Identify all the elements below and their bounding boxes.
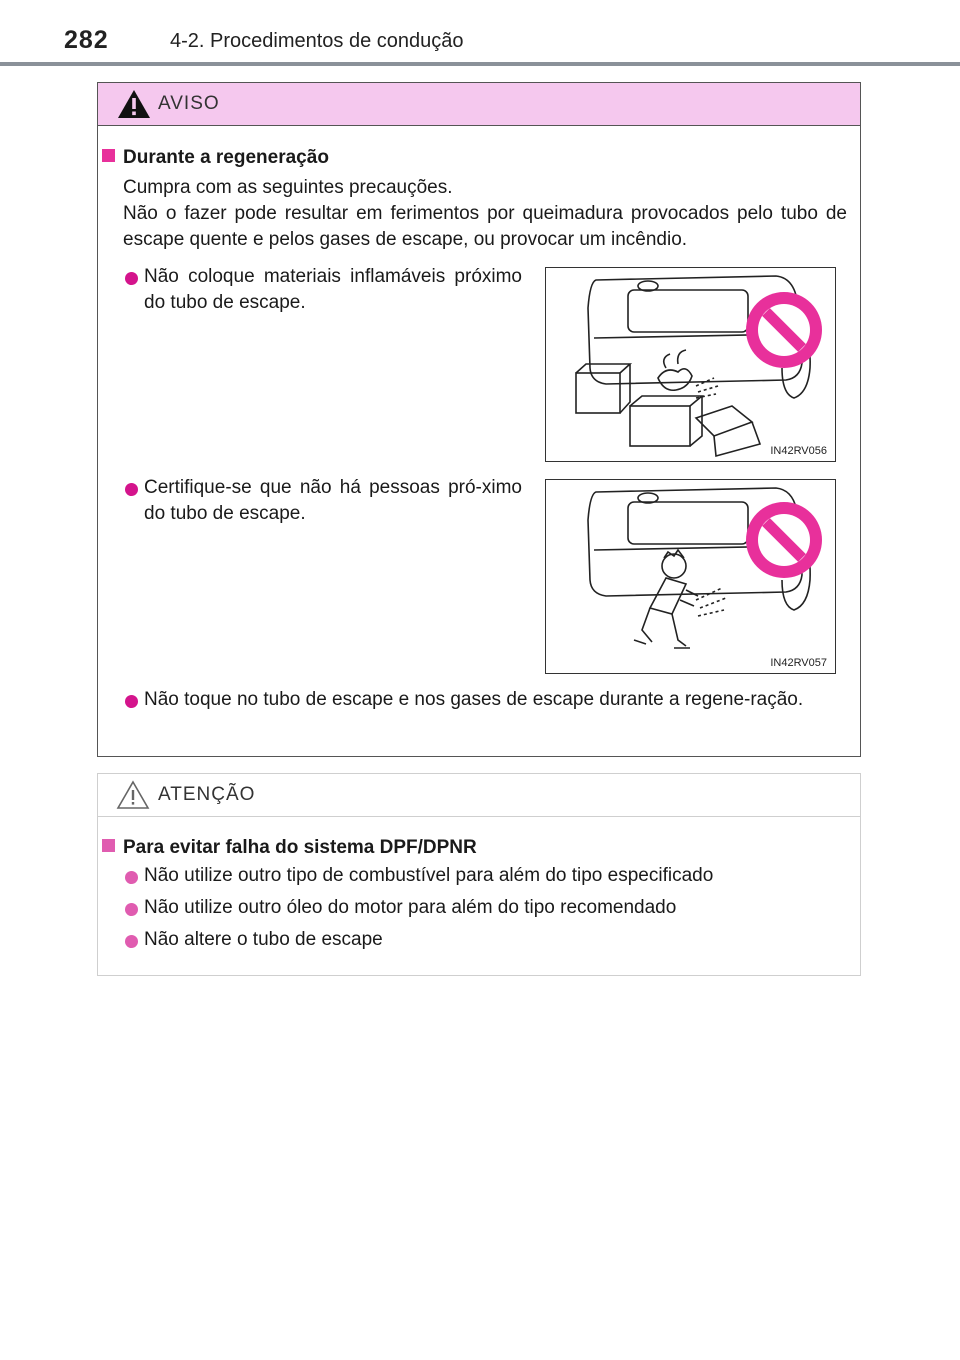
round-bullet-icon <box>125 935 138 948</box>
round-bullet-icon <box>125 871 138 884</box>
round-bullet-icon <box>125 272 138 285</box>
page-header <box>0 0 960 70</box>
square-bullet-icon <box>102 149 115 162</box>
square-bullet-icon <box>102 839 115 852</box>
car-rear-with-boxes-illustration <box>546 268 836 462</box>
caution-item-3: Não altere o tubo de escape <box>144 929 383 950</box>
figure-code: IN42RV057 <box>770 657 827 669</box>
figure-flammables-near-exhaust <box>545 267 836 462</box>
caution-item-1: Não utilize outro tipo de combustível para além do tipo especificado <box>144 865 714 886</box>
warning-intro-paragraph: Não o fazer pode resultar em ferimentos por queimadura provocados pelo tubo de escape quente e pelos gases de escape, ou provocar um incêndio. <box>123 203 847 250</box>
round-bullet-icon <box>125 695 138 708</box>
warning-header <box>98 83 860 126</box>
section-title: 4-2. Procedimentos de condução <box>170 30 464 52</box>
warning-label: AVISO <box>158 93 220 114</box>
warning-subheading-text: Durante a regeneração <box>123 147 329 168</box>
caution-subheading <box>102 837 477 859</box>
page-number: 282 <box>64 26 109 54</box>
warning-subheading <box>102 147 329 169</box>
warning-item-2: Certifique-se que não há pessoas pró-ximo do tubo de escape. <box>144 477 522 524</box>
caution-header <box>98 774 860 817</box>
caution-label: ATENÇÃO <box>158 784 256 805</box>
warning-triangle-icon <box>116 88 152 120</box>
car-rear-with-child-illustration <box>546 480 836 674</box>
caution-item-2: Não utilize outro óleo do motor para além do tipo recomendado <box>144 897 677 918</box>
warning-box <box>97 82 861 757</box>
round-bullet-icon <box>125 903 138 916</box>
figure-code: IN42RV056 <box>770 445 827 457</box>
figure-people-near-exhaust <box>545 479 836 674</box>
warning-item-3: Não toque no tubo de escape e nos gases de escape durante a regene-ração. <box>144 689 804 710</box>
round-bullet-icon <box>125 483 138 496</box>
warning-item-1: Não coloque materiais inflamáveis próximo do tubo de escape. <box>144 266 522 313</box>
caution-subheading-text: Para evitar falha do sistema DPF/DPNR <box>123 837 477 858</box>
caution-triangle-icon <box>116 780 150 810</box>
caution-box <box>97 773 861 976</box>
header-rule <box>0 62 960 66</box>
warning-intro-line: Cumpra com as seguintes precauções. <box>123 177 453 198</box>
